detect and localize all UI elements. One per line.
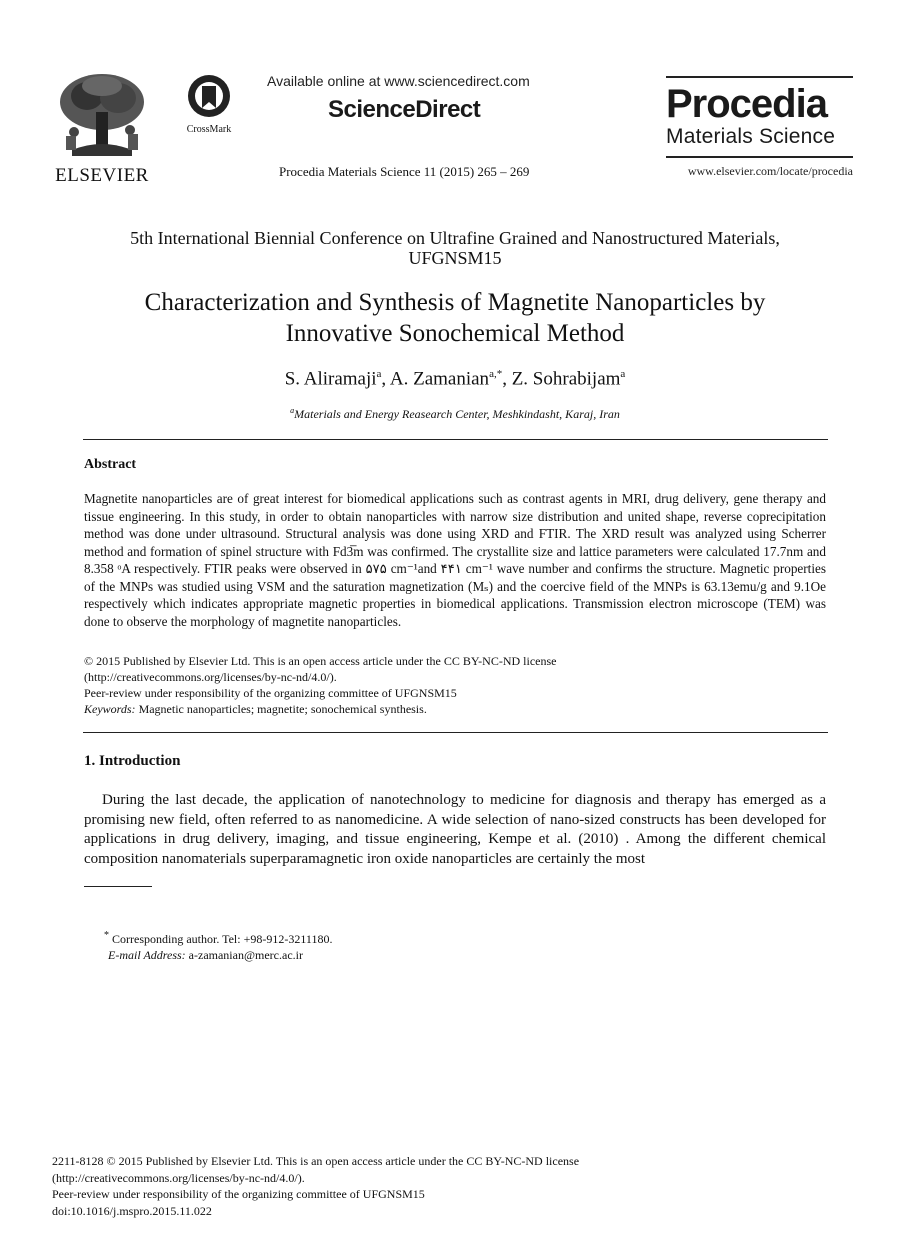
footnote-rule [84, 886, 152, 887]
footer-license-link[interactable]: (http://creativecommons.org/licenses/by-nc-nd/4.0/). [52, 1170, 305, 1185]
author-affil-mark: a [376, 368, 382, 380]
affiliation-text: Materials and Energy Reasearch Center, Meshkindasht, Karaj, Iran [294, 407, 620, 421]
crossmark-badge[interactable] [178, 74, 240, 136]
elsevier-logo [52, 72, 152, 186]
divider-top [83, 439, 828, 440]
elsevier-tree-icon [52, 72, 152, 158]
abstract-body: Magnetite nanoparticles are of great interest for biomedical applications such as contrast agents in MRI, drug delivery, gene therapy and tissue engineering. In this study, in order to obtain nanoparticles with narrow size distribution and united shape, reverse coprecipitation method was done under ultrasound. Structural analysis was done using XRD and FTIR. The XRD result was analyzed using Scherrer method and formation of spinel structure with Fd3̅m was confirmed. The crystallite size and lattice parameters were calculated 17.7nm and 8.358 ᵒA respectively. FTIR peaks were observed in ۵۷۵ cm⁻¹and ۴۴۱ cm⁻¹ wave number and confirms the structure. Magnetic properties of the MNPs was studied using VSM and the saturation magnetization (Mₛ) and the coercive field of the MNPs is 63.13emu/g and 9.1Oe respectively which indicates appropriate magnetic properties in biomedical applications. Transmission electron microscope (TEM) was done to observe the morphology of magnetite nanoparticles. [84, 491, 826, 629]
abstract-heading: Abstract [84, 457, 137, 472]
divider-bottom [83, 732, 828, 733]
affiliation [60, 406, 850, 422]
peer-review-line: Peer-review under responsibility of the organizing committee of UFGNSM15 [84, 686, 457, 700]
email-address[interactable]: a-zamanian@merc.ac.ir [188, 948, 303, 962]
email-label: E-mail Address: [108, 948, 186, 962]
keywords-text: Magnetic nanoparticles; magnetite; sonochemical synthesis. [138, 702, 427, 716]
footer-peer-review: Peer-review under responsibility of the organizing committee of UFGNSM15 [52, 1187, 425, 1201]
procedia-subtitle: Materials Science [666, 125, 836, 148]
footnote-line-1: Corresponding author. Tel: +98-912-3211180. [112, 932, 333, 946]
author-list: S. Aliramaji$^a$, A. Zamanian$^{a,*}$, Z. Sohrabijam$^a$ [284, 368, 626, 390]
footnote-corresponding [104, 928, 332, 947]
license-link[interactable]: (http://creativecommons.org/licenses/by-nc-nd/4.0/). [84, 670, 337, 684]
footnote-email [108, 947, 332, 963]
procedia-url[interactable]: www.elsevier.com/locate/procedia [687, 164, 853, 178]
conference-line-2: UFGNSM15 [408, 248, 502, 268]
procedia-title: Procedia [666, 82, 827, 126]
sciencedirect-logo[interactable]: ScienceDirect [328, 96, 481, 123]
footnote [104, 928, 332, 963]
available-online[interactable]: Available online at www.sciencedirect.com [267, 73, 530, 89]
page-footer [52, 1153, 579, 1219]
keywords-line [84, 701, 826, 717]
conference-title [60, 228, 850, 268]
introduction-heading: 1. Introduction [84, 753, 181, 769]
abstract-meta [84, 653, 826, 717]
footer-line-1: 2211-8128 © 2015 Published by Elsevier Ltd. This is an open access article under the CC BY-NC-ND license [52, 1154, 580, 1168]
author-name: S. Aliramaji [284, 368, 377, 390]
title-line-1: Characterization and Synthesis of Magnetite Nanoparticles by [144, 289, 766, 316]
author-affil-mark: a [620, 368, 626, 380]
author-name: Z. Sohrabijam [511, 368, 621, 390]
procedia-top-rule [666, 76, 853, 78]
elsevier-wordmark: ELSEVIER [55, 165, 149, 186]
crossmark-icon [178, 74, 240, 120]
procedia-bottom-rule [666, 156, 853, 158]
copyright-line: © 2015 Published by Elsevier Ltd. This is an open access article under the CC BY-NC-ND license [84, 654, 557, 668]
introduction-body: During the last decade, the application of nanotechnology to medicine for diagnosis and therapy has emerged as a promising new field, often referred to as nanomedicine. A wide selection of nano-sized constructs has been developed for applications in drug delivery, imaging, and tissue engineering, Kempe et al. (2010) . Among the different chemical composition nanomaterials superparamagnetic iron oxide nanoparticles are certainly the most [84, 792, 826, 867]
crossmark-label: CrossMark [186, 124, 232, 135]
author-affil-mark: a,* [489, 368, 503, 380]
affiliation-mark: a [290, 406, 295, 415]
paper-title [60, 287, 850, 349]
keywords-label: Keywords: [84, 702, 136, 716]
footer-doi[interactable]: doi:10.1016/j.mspro.2015.11.022 [52, 1203, 212, 1218]
conference-line-1: 5th International Biennial Conference on Ultrafine Grained and Nanostructured Materials, [130, 228, 780, 248]
procedia-logo [666, 76, 853, 179]
title-line-2: Innovative Sonochemical Method [285, 320, 625, 347]
journal-reference: Procedia Materials Science 11 (2015) 265 – 269 [279, 164, 530, 179]
author-name: A. Zamanian [389, 368, 490, 390]
footnote-marker: * [104, 930, 109, 941]
